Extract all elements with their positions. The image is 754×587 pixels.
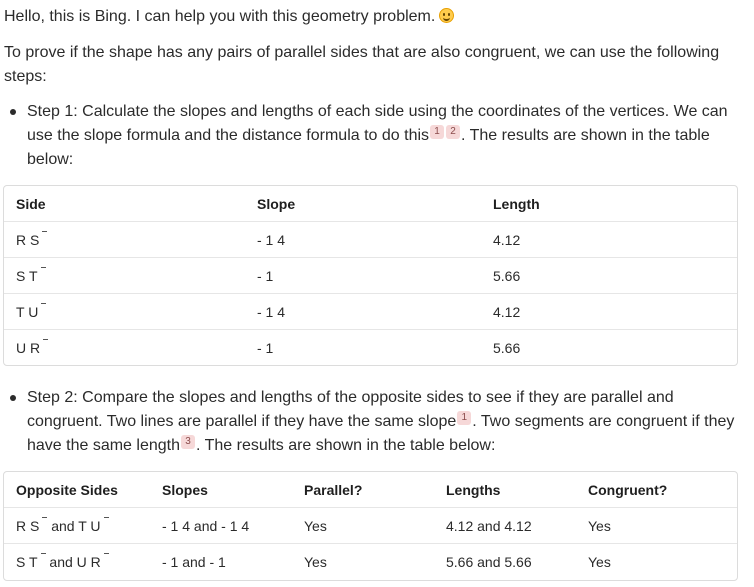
segment-bar-icon — [43, 339, 48, 340]
slope-cell: - 1 — [257, 268, 274, 284]
table-row — [4, 222, 737, 258]
step-1-text: Step 1: Calculate the slopes and lengths of each side using the coordinates of the vertices. We can use the slope formula and the distance formula to do this — [27, 103, 728, 144]
header-congruent: Congruent? — [588, 482, 668, 498]
side-cell: U R — [16, 330, 48, 366]
side-cell: S T — [16, 258, 46, 294]
smiling-face-icon — [439, 8, 454, 23]
opposite-sides-cell: S T and U R — [16, 544, 109, 580]
congruent-cell: Yes — [588, 518, 611, 534]
slope-cell: - 1 — [257, 340, 274, 356]
table-row — [4, 294, 737, 330]
segment-bar-icon — [104, 553, 109, 554]
step-2-text-end: . The results are shown in the table below: — [196, 437, 496, 454]
segment-bar-icon — [42, 231, 47, 232]
header-opposite-sides: Opposite Sides — [16, 482, 118, 498]
header-lengths: Lengths — [446, 482, 501, 498]
lengths-cell: 5.66 and 5.66 — [446, 554, 532, 570]
header-slope: Slope — [257, 196, 296, 212]
comparison-table — [3, 471, 738, 581]
segment-bar-icon — [41, 303, 46, 304]
citation-1[interactable]: 1 — [430, 125, 444, 139]
length-cell: 4.12 — [493, 232, 521, 248]
slope-cell: - 1 4 — [257, 232, 286, 248]
sides-table — [3, 185, 738, 366]
parallel-cell: Yes — [304, 518, 327, 534]
length-cell: 5.66 — [493, 268, 521, 284]
step-1-text-end: . The results are shown in the table below: — [27, 127, 710, 168]
table-header-row — [4, 472, 737, 508]
step-1-bullet — [27, 100, 739, 172]
segment-bar-icon — [41, 267, 46, 268]
header-slopes: Slopes — [162, 482, 208, 498]
step-2-bullet — [27, 386, 739, 458]
header-side: Side — [16, 196, 46, 212]
slopes-cell: - 1 and - 1 — [162, 554, 226, 570]
table-row — [4, 544, 737, 580]
table-row — [4, 258, 737, 294]
side-cell: R S — [16, 222, 47, 258]
length-cell: 4.12 — [493, 304, 521, 320]
parallel-cell: Yes — [304, 554, 327, 570]
step-2-text: Step 2: Compare the slopes and lengths of the opposite sides to see if they are parallel and congruent. Two lines are parallel if they have the same slope — [27, 389, 674, 430]
table-header-row — [4, 186, 737, 222]
header-length: Length — [493, 196, 540, 212]
slope-cell: - 1 4 — [257, 304, 286, 320]
citation-2[interactable]: 2 — [446, 125, 460, 139]
intro-paragraph: To prove if the shape has any pairs of parallel sides that are also congruent, we can use the following steps: — [4, 44, 720, 85]
step-2-text-mid: . Two segments are congruent if they have the same length — [27, 413, 735, 454]
citation-3[interactable]: 3 — [181, 435, 195, 449]
opposite-sides-cell: R S and T U — [16, 508, 109, 544]
slopes-cell: - 1 4 and - 1 4 — [162, 518, 250, 534]
table-row — [4, 330, 737, 366]
side-cell: T U — [16, 294, 46, 330]
citation-1[interactable]: 1 — [457, 411, 471, 425]
length-cell: 5.66 — [493, 340, 521, 356]
segment-bar-icon — [104, 517, 109, 518]
table-row — [4, 508, 737, 544]
greeting-line — [4, 6, 454, 28]
greeting-text: Hello, this is Bing. I can help you with this geometry problem. — [4, 8, 436, 25]
header-parallel: Parallel? — [304, 482, 363, 498]
congruent-cell: Yes — [588, 554, 611, 570]
lengths-cell: 4.12 and 4.12 — [446, 518, 532, 534]
